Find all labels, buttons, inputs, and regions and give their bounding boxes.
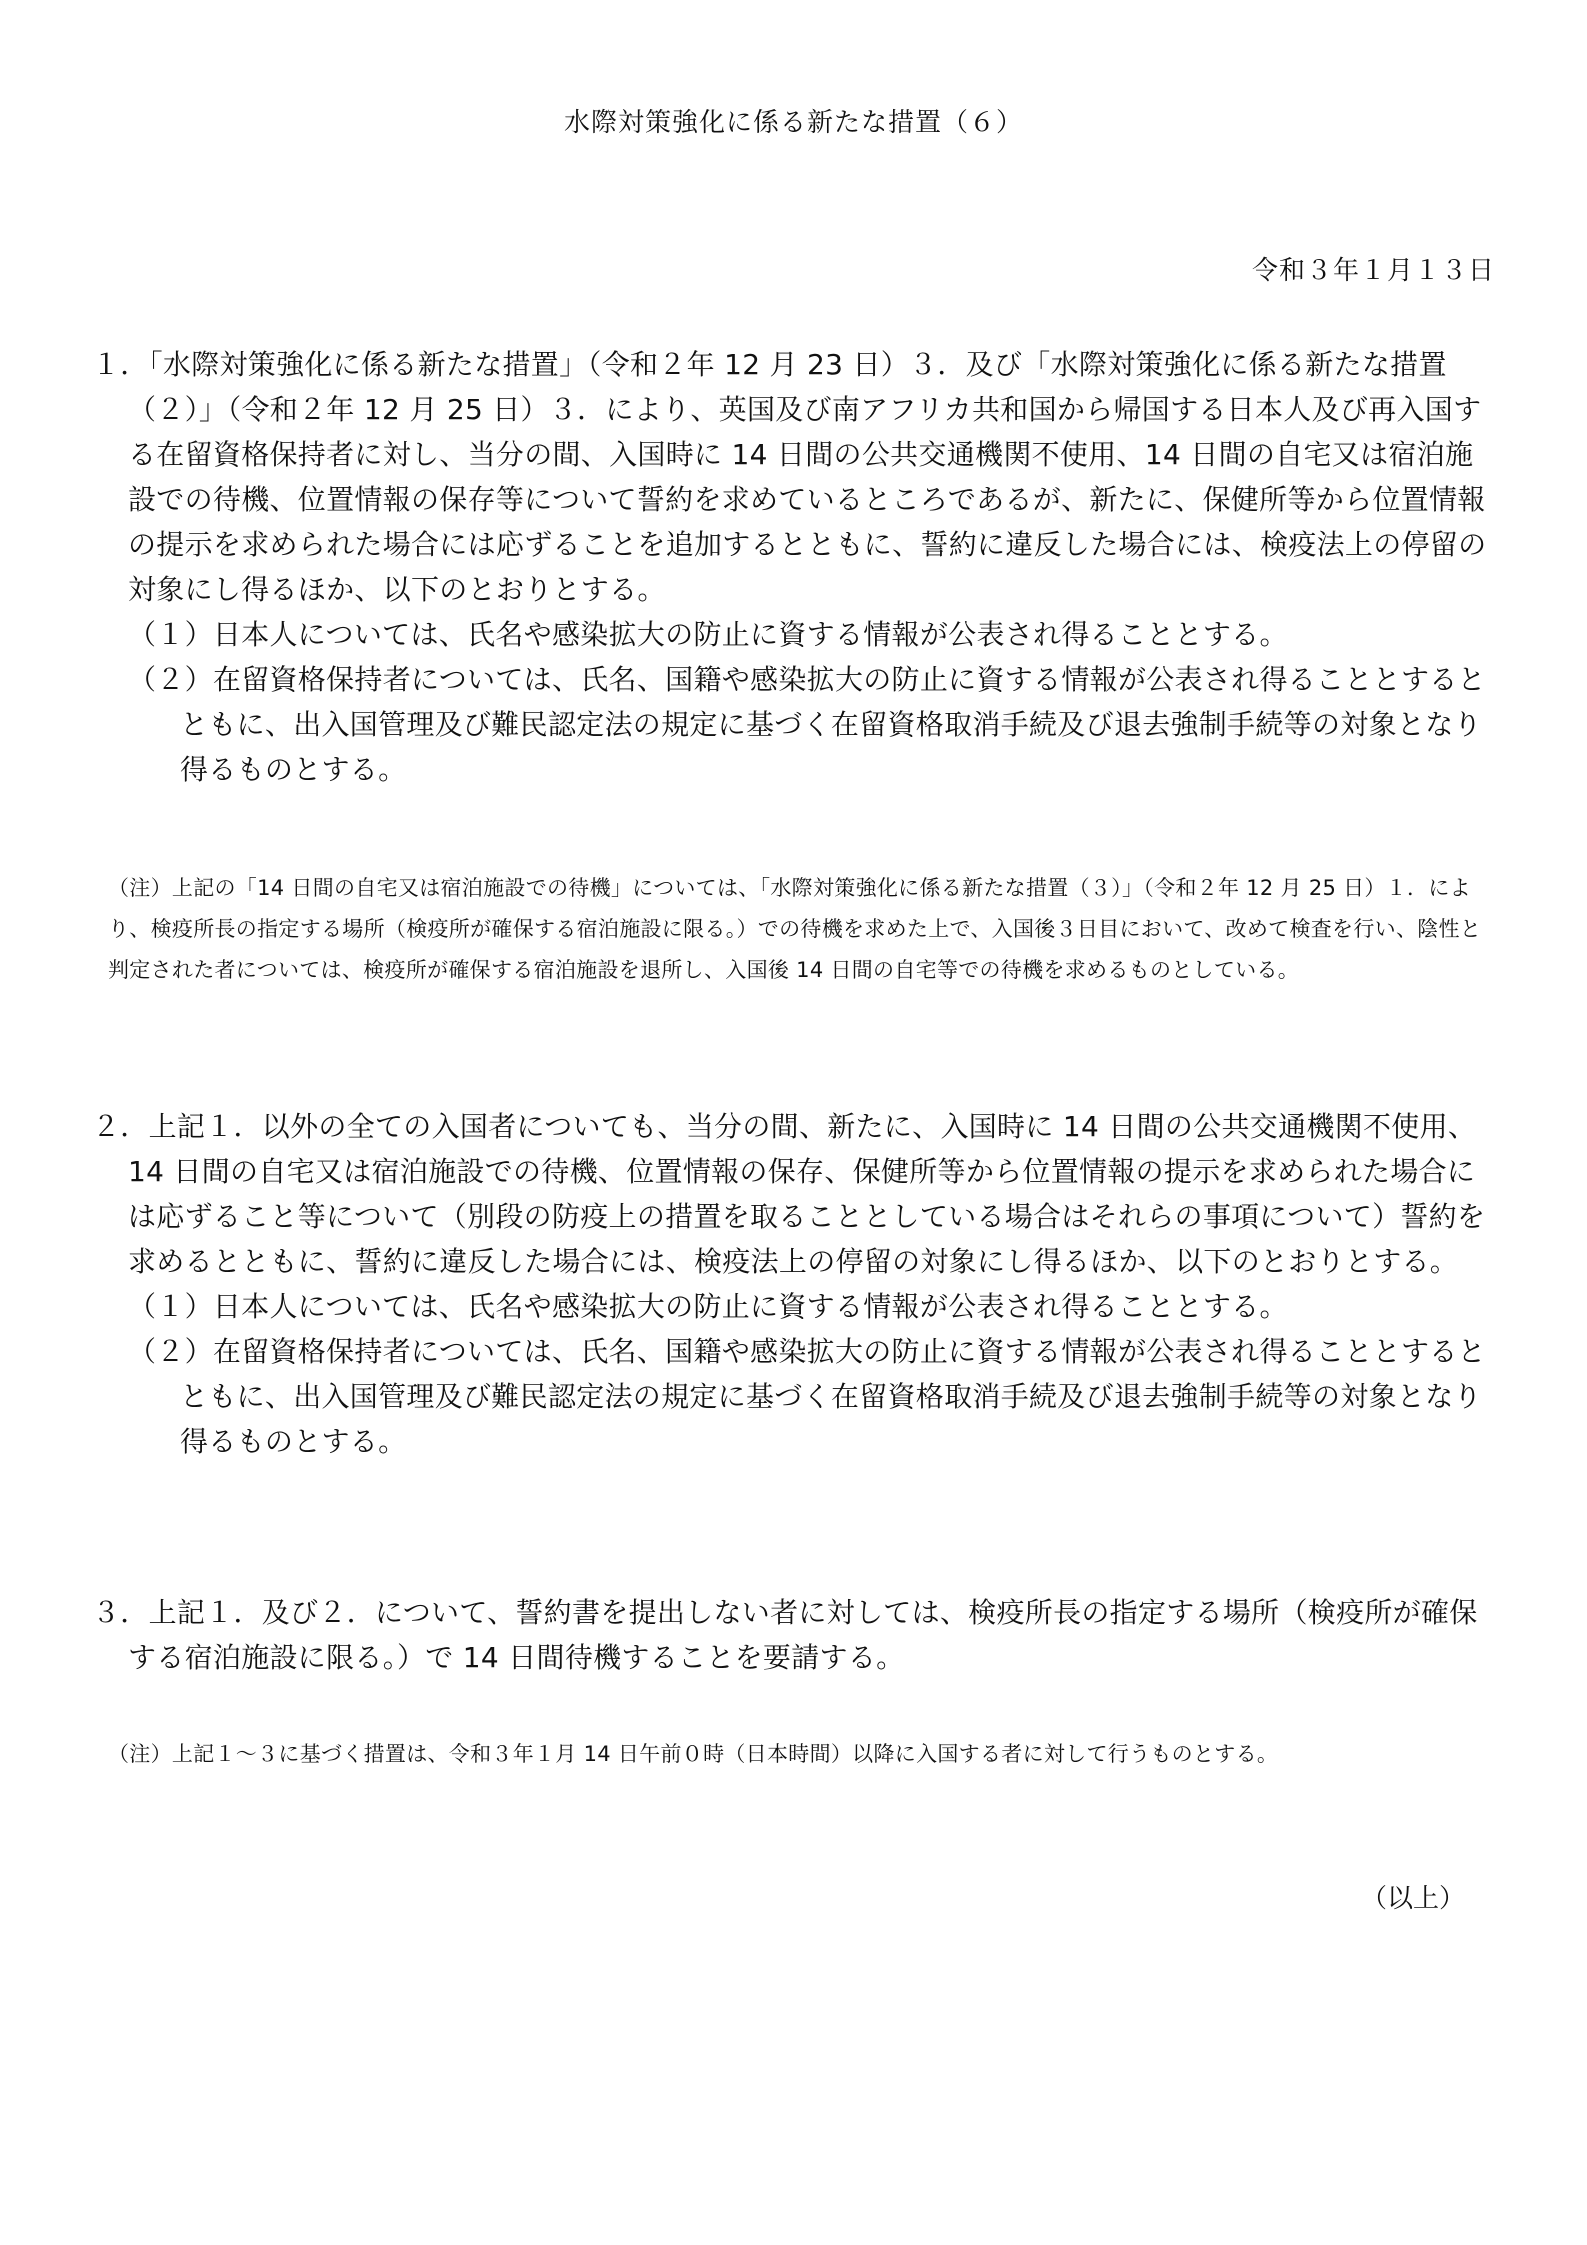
section-2 [92,1104,1497,1464]
note-2-text: （注）上記１～３に基づく措置は、令和３年１月 14 日午前０時（日本時間）以降に入国する者に対して行うものとする。 [108,1742,1279,1766]
section-3-text: ３．上記１．及び２．について、誓約書を提出しない者に対しては、検疫所長の指定する場所（検疫所が確保する宿泊施設に限る。）で 14 日間待機することを要請する。 [92,1596,1478,1674]
note-2 [96,1734,1496,1775]
section-1-text: １．「水際対策強化に係る新たな措置」（令和２年 12 月 23 日）３．及び「水際対策強化に係る新たな措置（２）」（令和２年 12 月 25 日）３．により、英国及び南アフリカ共和国から帰国する日本人及び再入国する在留資格保持者に対し、当分の間、入国時に 14 日間の公共交通機関不使用、14 日間の自宅又は宿泊施設での待機、位置情報の保存等について誓約を求めているところであるが、新たに、保健所等から位置情報の提示を求められた場合には応ずることを追加するとともに、誓約に違反した場合には、検疫法上の停留の対象にし得るほか、以下のとおりとする。 [92,348,1487,606]
section-2-item-1: （１）日本人については、氏名や感染拡大の防止に資する情報が公表され得ることとする。 [128,1290,1288,1323]
section-2-text: ２．上記１．以外の全ての入国者についても、当分の間、新たに、入国時に 14 日間の公共交通機関不使用、14 日間の自宅又は宿泊施設での待機、位置情報の保存、保健所等から位置情報の提示を求められた場合には応ずること等について（別段の防疫上の措置を取ることとしている場合はそれらの事項について）誓約を求めるとともに、誓約に違反した場合には、検疫法上の停留の対象にし得るほか、以下のとおりとする。 [92,1110,1486,1278]
closing-mark: （以上） [1360,1884,1465,1914]
document-date: 令和３年１月１３日 [1251,256,1495,286]
section-3 [92,1590,1497,1680]
section-2-item-2: （２）在留資格保持者については、氏名、国籍や感染拡大の防止に資する情報が公表され得ることとするとともに、出入国管理及び難民認定法の規定に基づく在留資格取消手続及び退去強制手続等の対象となり得るものとする。 [128,1335,1486,1458]
note-1 [96,868,1496,991]
section-1 [92,342,1497,792]
section-1-item-1: （１）日本人については、氏名や感染拡大の防止に資する情報が公表され得ることとする。 [128,618,1288,651]
document-title: 水際対策強化に係る新たな措置（６） [563,108,1023,138]
note-1-text: （注）上記の「14 日間の自宅又は宿泊施設での待機」については、「水際対策強化に係る新たな措置（３）」（令和２年 12 月 25 日）１．により、検疫所長の指定する場所（検疫所が確保する宿泊施設に限る。）での待機を求めた上で、入国後３日目において、改めて検査を行い、陰性と判定された者については、検疫所が確保する宿泊施設を退所し、入国後 14 日間の自宅等での待機を求めるものとしている。 [108,876,1482,982]
section-1-item-2: （２）在留資格保持者については、氏名、国籍や感染拡大の防止に資する情報が公表され得ることとするとともに、出入国管理及び難民認定法の規定に基づく在留資格取消手続及び退去強制手続等の対象となり得るものとする。 [128,663,1486,786]
